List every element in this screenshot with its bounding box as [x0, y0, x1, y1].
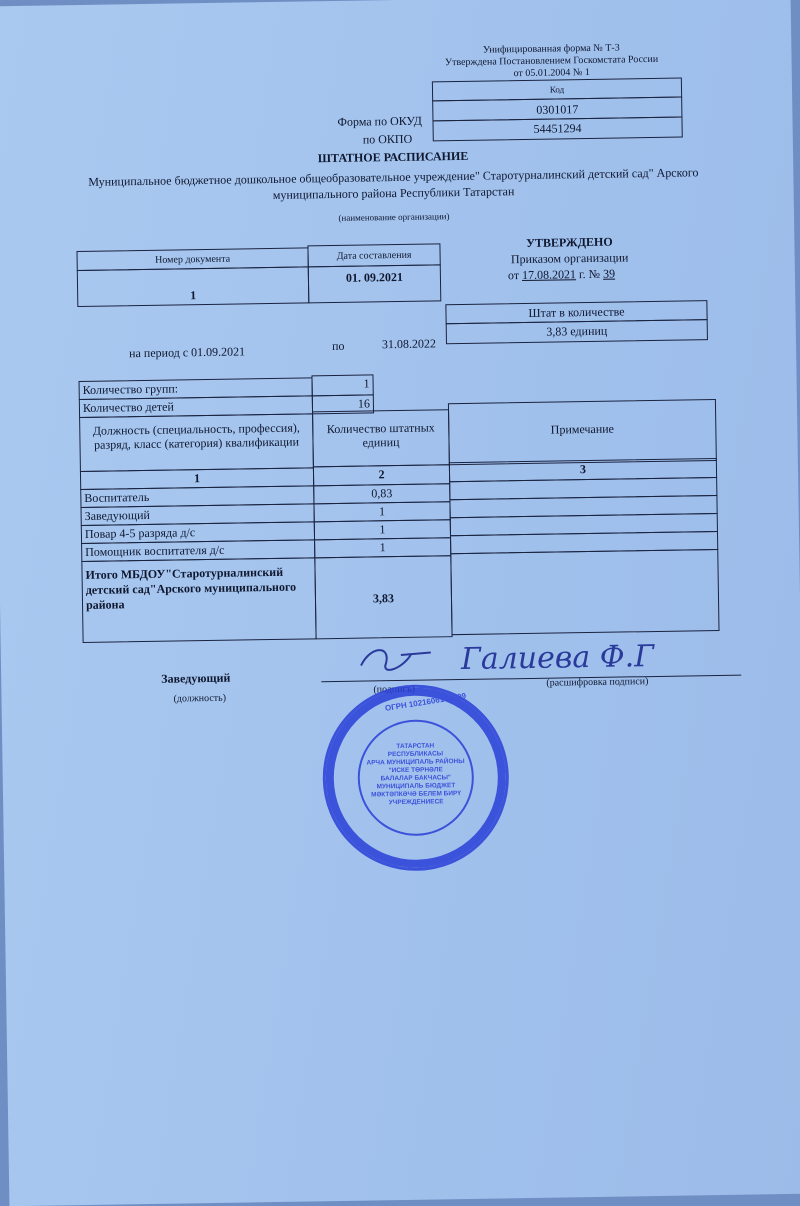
organization-name-line2: муниципального района Республики Татарстан — [272, 184, 515, 202]
handwritten-signature — [340, 620, 721, 686]
groups-label: Количество групп: — [79, 377, 313, 400]
period-from: 01.09.2021 — [190, 344, 246, 360]
children-label: Количество детей — [79, 395, 313, 418]
approved-prefix: от — [507, 268, 520, 283]
doc-number-cell — [77, 266, 310, 307]
column-number-1: 1 — [80, 467, 314, 490]
stamp-line: БАЛАЛАР БАКЧАСЫ" — [380, 774, 452, 783]
form-line1: Унифицированная форма № Т-3 — [482, 42, 620, 56]
period-to: 31.08.2022 — [381, 336, 437, 352]
okud-value: 0301017 — [536, 102, 579, 117]
stamp-text — [363, 742, 468, 808]
total-label: Итого МБДОУ"Старотурналинский детский сад"Арского муниципального района — [81, 557, 316, 643]
period-to-label: по — [331, 338, 345, 354]
table-row-position: Повар 4-5 разряда д/с — [81, 521, 315, 544]
okpo-label: по ОКПО — [362, 131, 413, 147]
period-label-group — [129, 344, 245, 361]
organization-stamp — [321, 683, 510, 872]
doc-number-value: 1 — [190, 288, 197, 303]
form-line3: от 05.01.2004 № 1 — [513, 66, 590, 80]
approved-date: 17.08.2021 — [521, 267, 577, 283]
doc-date-cell — [308, 264, 442, 303]
decode-caption: (расшифровка подписи) — [546, 676, 649, 689]
signature-position: Заведующий — [161, 670, 231, 686]
doc-date-label: Дата составления — [336, 249, 412, 262]
table-row-units: 0,83 — [313, 483, 450, 504]
column-header-note: Примечание — [448, 399, 717, 465]
stamp-ogrn: ОГРН 1021606158009 — [384, 691, 467, 713]
children-value: 16 — [312, 394, 374, 414]
stamp-line: ТАТАРСТАН — [396, 742, 435, 751]
doc-number-label: Номер документа — [155, 253, 231, 266]
stamp-line: "ИСКЕ ТӨРНӘЛЕ — [388, 766, 443, 775]
table-row-units: 1 — [313, 501, 450, 522]
table-row-units: 1 — [314, 519, 451, 540]
staff-value: 3,83 единиц — [546, 323, 608, 339]
handwritten-signature-text: Галиева Ф.Г — [460, 639, 655, 678]
stamp-line: УЧРЕЖДЕНИЕСЕ — [388, 798, 444, 807]
okud-label: Форма по ОКУД — [337, 113, 423, 129]
approved-line1: Приказом организации — [510, 250, 629, 267]
column-header-position: Должность (специальность, профессия), разряд, класс (категория) квалификации — [79, 413, 314, 472]
column-header-units: Количество штатных единиц — [312, 409, 450, 467]
column-number-2: 2 — [313, 464, 450, 486]
stamp-line: МӘКТӘПКӘЧӘ БЕЛЕМ БИРҮ — [371, 790, 462, 799]
form-line2: Утверждена Постановлением Госкомстата России — [444, 53, 659, 69]
approved-mid: г. № — [578, 266, 601, 282]
period-label: на период с — [128, 345, 189, 361]
doc-date-value: 01. 09.2021 — [345, 269, 404, 285]
signature-caption: (подпись) — [373, 683, 416, 696]
organization-caption: (наименование организации) — [338, 211, 450, 223]
approved-line2 — [508, 267, 615, 284]
position-caption: (должность) — [173, 692, 227, 705]
stamp-line: РЕСПУБЛИКАСЫ — [387, 750, 444, 759]
table-row-position: Заведующий — [80, 503, 314, 526]
column-number-3: 3 — [449, 458, 717, 482]
approved-number: 39 — [602, 266, 616, 281]
table-row-position: Помощник воспитателя д/с — [81, 539, 315, 562]
table-row-position: Воспитатель — [80, 485, 314, 508]
page-title: ШТАТНОЕ РАСПИСАНИЕ — [317, 148, 469, 166]
total-value: 3,83 — [314, 555, 452, 639]
code-label: Код — [549, 84, 565, 95]
table-row-units: 1 — [314, 537, 451, 558]
approved-title: УТВЕРЖДЕНО — [526, 234, 613, 250]
staff-label: Штат в количестве — [528, 304, 625, 320]
groups-value: 1 — [311, 374, 373, 396]
okpo-cell — [432, 117, 682, 142]
stamp-line: МУНИЦИПАЛЬ БЮДЖЕТ — [376, 782, 456, 791]
organization-name-line1: Муниципальное бюджетное дошкольное общеобразовательное учреждение" Старотурналинский детский сад" Арского — [88, 165, 699, 189]
stamp-line: АРЧА МУНИЦИПАЛЬ РАЙОНЫ — [366, 758, 465, 767]
okpo-value: 54451294 — [533, 121, 582, 136]
staff-value-cell — [446, 319, 708, 344]
